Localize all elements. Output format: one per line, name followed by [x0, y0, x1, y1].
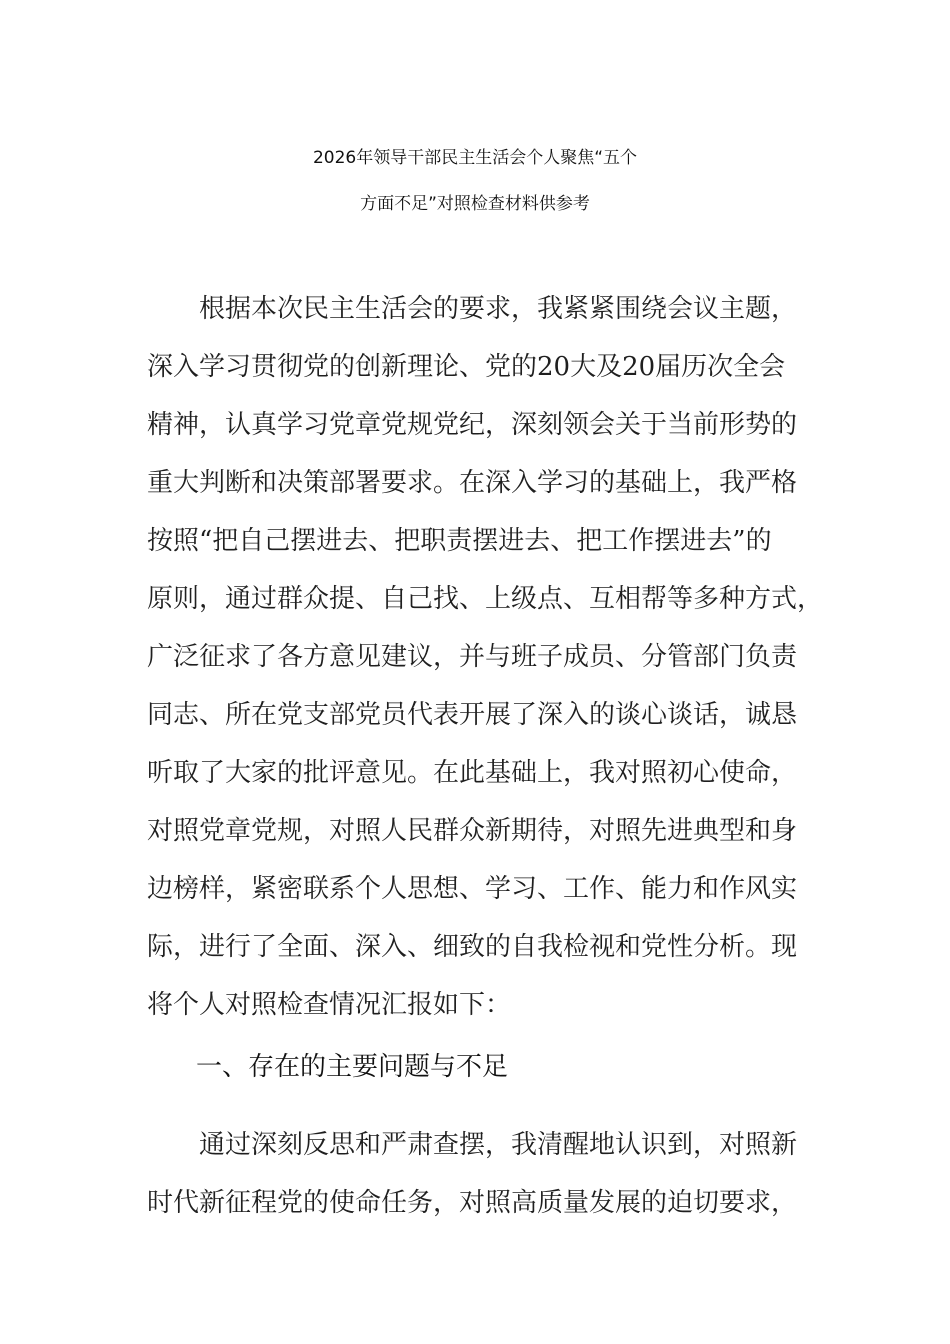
intro-line-7: 广泛征求了各方意见建议，并与班子成员、分管部门负责 [147, 642, 798, 672]
intro-line-8: 同志、所在党支部党员代表开展了深入的谈心谈话，诚恳 [147, 700, 798, 730]
document-title-line-1: 2026年领导干部民主生活会个人聚焦“五个 [312, 148, 638, 168]
intro-line-11: 边榜样，紧密联系个人思想、学习、工作、能力和作风实 [147, 874, 798, 904]
intro-line-3: 精神，认真学习党章党规党纪，深刻领会关于当前形势的 [147, 410, 798, 440]
intro-line-1: 根据本次民主生活会的要求，我紧紧围绕会议主题， [199, 294, 798, 324]
intro-line-9: 听取了大家的批评意见。在此基础上，我对照初心使命， [147, 758, 798, 788]
intro-line-12: 际，进行了全面、深入、细致的自我检视和党性分析。现 [147, 932, 798, 962]
intro-line-10: 对照党章党规，对照人民群众新期待，对照先进典型和身 [147, 816, 798, 846]
intro-line-13: 将个人对照检查情况汇报如下： [147, 990, 512, 1020]
intro-line-5: 按照“把自己摆进去、把职责摆进去、把工作摆进去”的 [147, 526, 772, 556]
intro-line-6: 原则，通过群众提、自己找、上级点、互相帮等多种方式， [147, 584, 824, 614]
intro-line-2: 深入学习贯彻党的创新理论、党的20大及20届历次全会 [147, 352, 786, 382]
document-title-line-2: 方面不足”对照检查材料供参考 [360, 194, 590, 214]
section-heading: 一、存在的主要问题与不足 [196, 1052, 509, 1082]
intro-line-4: 重大判断和决策部署要求。在深入学习的基础上，我严格 [147, 468, 798, 498]
section-line-2: 时代新征程党的使命任务，对照高质量发展的迫切要求， [147, 1188, 798, 1218]
section-line-1: 通过深刻反思和严肃查摆，我清醒地认识到，对照新 [199, 1130, 798, 1160]
